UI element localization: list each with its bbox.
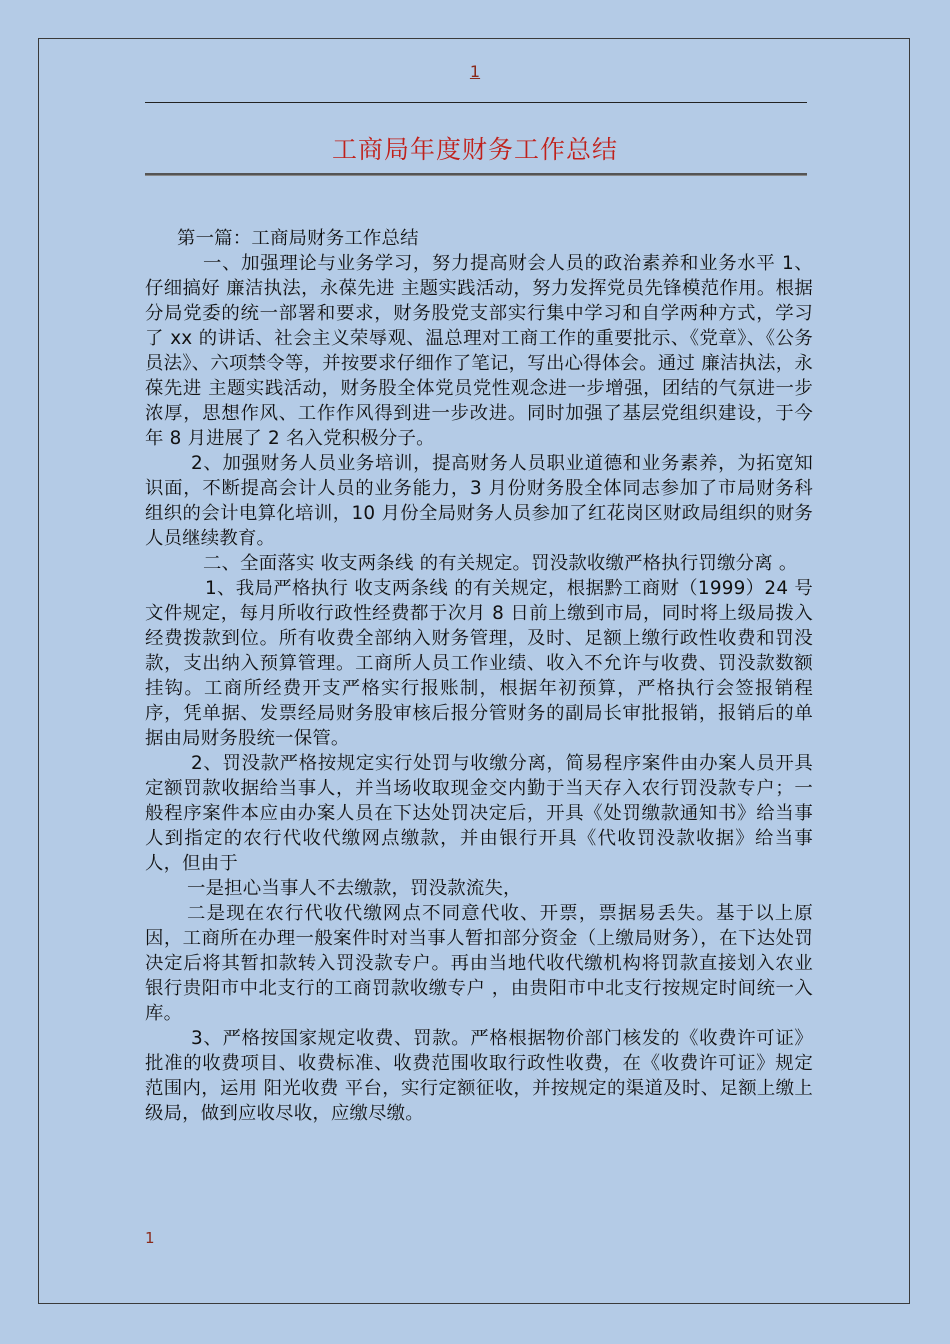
header-divider — [145, 102, 807, 103]
paragraph: 一、加强理论与业务学习，努力提高财会人员的政治素养和业务水平 1、仔细搞好 廉洁执法，永葆先进 主题实践活动，努力发挥党员先锋模范作用。根据分局党委的统一部署和要求，财务股党支部实行集中学习和自学两种方式，学习了 xx 的讲话、社会主义荣辱观、温总理对工商工作的重要批示、《党章》、《公务员法》、六项禁令等，并按要求仔细作了笔记，写出心得体会。通过 廉洁执法，永葆先进 主题实践活动，财务股全体党员党性观念进一步增强，团结的气氛进一步浓厚，思想作风、工作作风得到进一步改进。同时加强了基层党组织建设，于今年 8 月进展了 2 名入党积极分子。 — [145, 253, 813, 449]
document-title: 工商局年度财务工作总结 — [331, 135, 618, 164]
paragraph: 二、全面落实 收支两条线 的有关规定。罚没款收缴严格执行罚缴分离 。 — [203, 553, 798, 574]
paragraph: 一是担心当事人不去缴款，罚没款流失， — [187, 878, 522, 899]
document-body — [145, 226, 813, 1126]
footer-page-number: 1 — [145, 1229, 155, 1247]
paragraph: 2、罚没款严格按规定实行处罚与收缴分离，简易程序案件由办案人员开具定额罚款收据给当事人，并当场收取现金交内勤于当天存入农行罚没款专户；一般程序案件本应由办案人员在下达处罚决定后，开具《处罚缴款通知书》给当事人到指定的农行代收代缴网点缴款，并由银行开具《代收罚没款收据》给当事人，但由于 — [145, 753, 813, 874]
section-heading: 第一篇：工商局财务工作总结 — [177, 228, 419, 249]
paragraph: 1、我局严格执行 收支两条线 的有关规定，根据黔工商财（1999）24 号文件规定，每月所收行政性经费都于次月 8 日前上缴到市局，同时将上级局拨入经费拨款到位。所有收费全部纳入财务管理，及时、足额上缴行政性收费和罚没款，支出纳入预算管理。工商所人员工作业绩、收入不允许与收费、罚没款数额挂钩。工商所经费开支严格实行报账制，根据年初预算，严格执行会签报销程序，凭单据、发票经局财务股审核后报分管财务的副局长审批报销，报销后的单据由局财务股统一保管。 — [145, 578, 813, 749]
header-page-number: 1 — [469, 62, 481, 81]
paragraph: 二是现在农行代收代缴网点不同意代收、开票，票据易丢失。基于以上原因，工商所在办理一般案件时对当事人暂扣部分资金（上缴局财务），在下达处罚决定后将其暂扣款转入罚没款专户。再由当地代收代缴机构将罚款直接划入农业银行贵阳市中北支行的工商罚款收缴专户 ，由贵阳市中北支行按规定时间统一入库。 — [145, 903, 813, 1024]
title-divider — [145, 173, 807, 175]
paragraph: 3、严格按国家规定收费、罚款。严格根据物价部门核发的《收费许可证》批准的收费项目、收费标准、收费范围收取行政性收费，在《收费许可证》规定范围内，运用 阳光收费 平台，实行定额征收，并按规定的渠道及时、足额上缴上级局，做到应收尽收，应缴尽缴。 — [145, 1028, 813, 1124]
paragraph: 2、加强财务人员业务培训，提高财务人员职业道德和业务素养，为拓宽知识面，不断提高会计人员的业务能力，3 月份财务股全体同志参加了市局财务科组织的会计电算化培训，10 月份全局财务人员参加了红花岗区财政局组织的财务人员继续教育。 — [145, 453, 813, 549]
